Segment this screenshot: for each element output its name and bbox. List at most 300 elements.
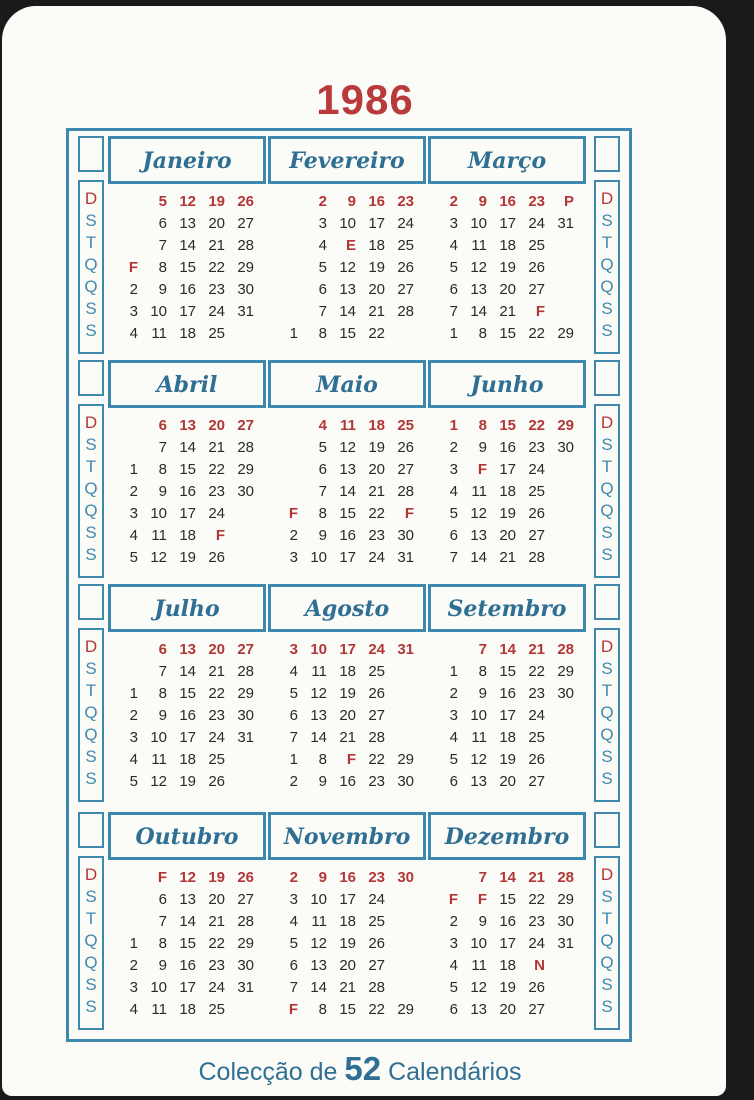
month-days — [268, 405, 426, 585]
day-cell: 18 — [179, 1001, 196, 1018]
day-cell: 16 — [368, 193, 385, 210]
day-cell: 17 — [339, 549, 356, 566]
weekday-column-right — [594, 628, 620, 802]
day-cell: 11 — [340, 417, 356, 434]
day-cell: F — [346, 751, 356, 768]
day-cell: 12 — [150, 773, 167, 790]
day-cell: 5 — [318, 439, 327, 456]
day-cell: 6 — [449, 527, 458, 544]
day-cell: 16 — [179, 957, 196, 974]
weekday-letter: S — [85, 321, 97, 340]
day-cell: 3 — [449, 935, 458, 952]
day-cell: 16 — [499, 439, 516, 456]
weekday-letter: Q — [600, 725, 614, 744]
day-cell: 18 — [368, 417, 385, 434]
weekday-letter: Q — [84, 501, 98, 520]
day-cell: 21 — [499, 549, 516, 566]
day-cell: 22 — [368, 751, 385, 768]
day-cell: 28 — [557, 869, 574, 886]
day-cell: 10 — [310, 641, 327, 658]
day-cell: 27 — [237, 891, 254, 908]
day-cell: 4 — [318, 237, 327, 254]
day-cell: 20 — [499, 281, 516, 298]
day-cell: 11 — [311, 913, 327, 930]
weekday-letter: S — [601, 321, 613, 340]
day-cell: 4 — [129, 325, 138, 342]
day-cell: 27 — [397, 461, 414, 478]
day-cell: 8 — [318, 1001, 327, 1018]
day-cell: 5 — [449, 505, 458, 522]
day-cell: 28 — [397, 483, 414, 500]
day-cell: 29 — [557, 663, 574, 680]
day-cell: 18 — [368, 237, 385, 254]
day-cell: 29 — [557, 325, 574, 342]
weekday-letter: S — [601, 435, 613, 454]
day-cell: 27 — [528, 281, 545, 298]
day-cell: 14 — [470, 303, 487, 320]
day-cell: 21 — [208, 663, 225, 680]
day-cell: 29 — [237, 685, 254, 702]
day-cell: 23 — [208, 281, 225, 298]
weekday-letter: S — [85, 769, 97, 788]
weekday-letter: S — [85, 747, 97, 766]
day-cell: 28 — [237, 439, 254, 456]
day-cell: 24 — [208, 729, 225, 746]
day-cell: 13 — [179, 641, 196, 658]
weekday-letter: D — [84, 189, 98, 208]
month-outubro — [108, 812, 266, 1034]
day-cell: F — [535, 303, 545, 320]
day-cell: 6 — [158, 641, 167, 658]
day-cell: 10 — [310, 549, 327, 566]
day-cell: 17 — [179, 979, 196, 996]
day-cell: 3 — [449, 707, 458, 724]
day-cell: 8 — [478, 325, 487, 342]
day-cell: 23 — [528, 193, 545, 210]
day-cell: 7 — [478, 869, 487, 886]
day-cell: 25 — [208, 751, 225, 768]
day-cell: 21 — [528, 869, 545, 886]
day-cell: 17 — [179, 303, 196, 320]
day-cell: 4 — [449, 729, 458, 746]
day-cell: F — [288, 505, 298, 522]
day-cell: 23 — [528, 685, 545, 702]
day-cell: 22 — [208, 461, 225, 478]
day-cell: 10 — [150, 979, 167, 996]
day-cell: 18 — [179, 527, 196, 544]
day-cell: 28 — [397, 303, 414, 320]
day-cell: 29 — [557, 891, 574, 908]
weekday-letter: Q — [600, 953, 614, 972]
day-cell: 29 — [237, 259, 254, 276]
day-cell: 28 — [237, 913, 254, 930]
day-cell: 14 — [310, 979, 327, 996]
day-cell: 15 — [179, 259, 196, 276]
month-days — [428, 405, 586, 585]
weekday-letter: S — [601, 747, 613, 766]
weekday-letter: S — [85, 659, 97, 678]
footer-number: 52 — [344, 1050, 382, 1087]
weekday-letter: Q — [84, 479, 98, 498]
day-cell: 12 — [179, 869, 196, 886]
day-cell: 20 — [339, 707, 356, 724]
day-cell: 2 — [449, 439, 458, 456]
weekday-letter: Q — [84, 931, 98, 950]
day-cell: 14 — [339, 483, 356, 500]
day-cell: 26 — [397, 259, 414, 276]
weekday-letter: S — [601, 659, 613, 678]
day-cell: 13 — [470, 773, 487, 790]
day-cell: 24 — [368, 641, 385, 658]
day-cell: 6 — [289, 957, 298, 974]
day-cell: 18 — [339, 913, 356, 930]
day-cell: 16 — [499, 913, 516, 930]
day-cell: 4 — [289, 913, 298, 930]
day-cell: 4 — [129, 1001, 138, 1018]
day-cell: 23 — [368, 773, 385, 790]
day-cell: 26 — [237, 193, 254, 210]
day-cell: 9 — [318, 869, 327, 886]
day-cell: 14 — [339, 303, 356, 320]
day-cell: 7 — [449, 549, 458, 566]
day-cell: 19 — [499, 979, 516, 996]
day-cell: 11 — [311, 663, 327, 680]
day-cell: 24 — [528, 215, 545, 232]
day-cell: 3 — [129, 303, 138, 320]
month-name: Maio — [316, 372, 378, 398]
day-cell: 7 — [158, 439, 167, 456]
day-cell: 1 — [129, 461, 138, 478]
day-cell: 10 — [470, 215, 487, 232]
month-name: Setembro — [447, 596, 567, 622]
day-cell: 2 — [449, 913, 458, 930]
day-cell: F — [448, 891, 458, 908]
day-cell: 31 — [557, 935, 574, 952]
day-cell: 3 — [289, 891, 298, 908]
day-cell: 28 — [368, 729, 385, 746]
month-abril — [108, 360, 266, 582]
weekday-letter: S — [601, 545, 613, 564]
day-cell: 5 — [449, 751, 458, 768]
day-cell: 5 — [449, 979, 458, 996]
month-agosto — [268, 584, 426, 806]
day-cell: 14 — [179, 439, 196, 456]
day-cell: 26 — [368, 685, 385, 702]
day-cell: 7 — [289, 979, 298, 996]
weekday-letter: D — [84, 865, 98, 884]
day-cell: 6 — [158, 215, 167, 232]
day-cell: 25 — [208, 1001, 225, 1018]
day-cell: 13 — [310, 957, 327, 974]
day-cell: 6 — [449, 281, 458, 298]
day-cell: 16 — [179, 281, 196, 298]
day-cell: 19 — [339, 685, 356, 702]
day-cell: 6 — [158, 891, 167, 908]
day-cell: 19 — [208, 869, 225, 886]
month-setembro — [428, 584, 586, 806]
weekday-letter: S — [601, 975, 613, 994]
day-cell: F — [128, 259, 138, 276]
day-cell: 15 — [179, 461, 196, 478]
day-cell: 2 — [289, 527, 298, 544]
day-cell: 13 — [179, 891, 196, 908]
day-cell: 7 — [478, 641, 487, 658]
day-cell: 15 — [499, 325, 516, 342]
day-cell: 7 — [158, 237, 167, 254]
day-cell: 4 — [449, 237, 458, 254]
day-cell: 14 — [179, 663, 196, 680]
day-cell: 23 — [528, 439, 545, 456]
day-cell: 10 — [150, 729, 167, 746]
day-cell: 2 — [129, 957, 138, 974]
weekday-letter: S — [85, 545, 97, 564]
day-cell: 18 — [499, 237, 516, 254]
day-cell: 24 — [208, 979, 225, 996]
day-cell: 3 — [129, 729, 138, 746]
day-cell: 30 — [397, 773, 414, 790]
day-cell: 25 — [368, 663, 385, 680]
day-cell: 13 — [339, 461, 356, 478]
weekday-letter: S — [85, 211, 97, 230]
day-cell: 8 — [158, 935, 167, 952]
weekday-letter: S — [601, 211, 613, 230]
day-cell: 17 — [499, 215, 516, 232]
day-cell: 4 — [449, 483, 458, 500]
day-cell: 2 — [129, 281, 138, 298]
day-cell: 15 — [339, 505, 356, 522]
day-cell: 20 — [499, 527, 516, 544]
day-cell: 26 — [528, 505, 545, 522]
weekday-letter: T — [85, 681, 97, 700]
day-cell: 26 — [208, 773, 225, 790]
day-cell: 15 — [339, 1001, 356, 1018]
month-days — [108, 857, 266, 1037]
day-cell: 18 — [499, 483, 516, 500]
weekday-letter: S — [85, 523, 97, 542]
day-cell: 27 — [397, 281, 414, 298]
day-cell: 14 — [179, 913, 196, 930]
day-cell: 21 — [208, 913, 225, 930]
day-cell: 22 — [368, 325, 385, 342]
day-cell: 13 — [339, 281, 356, 298]
day-cell: 3 — [449, 461, 458, 478]
day-cell: 29 — [557, 417, 574, 434]
weekday-letter: S — [601, 887, 613, 906]
month-days — [428, 857, 586, 1037]
day-cell: 21 — [208, 439, 225, 456]
day-cell: 1 — [449, 325, 458, 342]
day-cell: 17 — [499, 935, 516, 952]
day-cell: 22 — [528, 325, 545, 342]
day-cell: 17 — [339, 641, 356, 658]
side-tab — [594, 812, 620, 848]
day-cell: 23 — [368, 527, 385, 544]
day-cell: 8 — [318, 325, 327, 342]
day-cell: 21 — [339, 979, 356, 996]
weekday-letter: T — [85, 909, 97, 928]
month-maio — [268, 360, 426, 582]
weekday-letter: Q — [84, 255, 98, 274]
day-cell: 31 — [237, 979, 254, 996]
weekday-letter: D — [600, 413, 614, 432]
day-cell: 28 — [528, 549, 545, 566]
weekday-column-left — [78, 404, 104, 578]
day-cell: 8 — [478, 417, 487, 434]
day-cell: 5 — [318, 259, 327, 276]
day-cell: 21 — [368, 303, 385, 320]
day-cell: 13 — [310, 707, 327, 724]
day-cell: 23 — [208, 483, 225, 500]
day-cell: 23 — [208, 707, 225, 724]
day-cell: 19 — [368, 259, 385, 276]
day-cell: 1 — [289, 325, 298, 342]
day-cell: 12 — [150, 549, 167, 566]
day-cell: 9 — [318, 527, 327, 544]
day-cell: E — [345, 237, 356, 254]
side-tab — [78, 360, 104, 396]
day-cell: 22 — [528, 663, 545, 680]
weekday-letter: Q — [600, 277, 614, 296]
day-cell: 20 — [208, 891, 225, 908]
day-cell: 28 — [368, 979, 385, 996]
month-novembro — [268, 812, 426, 1034]
day-cell: 24 — [528, 707, 545, 724]
weekday-letter: Q — [84, 703, 98, 722]
month-name: Julho — [154, 596, 220, 622]
weekday-letter: S — [601, 769, 613, 788]
day-cell: 23 — [208, 957, 225, 974]
weekday-letter: D — [600, 637, 614, 656]
day-cell: 28 — [557, 641, 574, 658]
weekday-letter: T — [601, 233, 613, 252]
day-cell: 6 — [449, 1001, 458, 1018]
day-cell: 23 — [528, 913, 545, 930]
day-cell: 14 — [499, 869, 516, 886]
day-cell: 27 — [368, 707, 385, 724]
day-cell: 30 — [237, 483, 254, 500]
day-cell: 25 — [528, 483, 545, 500]
day-cell: 28 — [237, 237, 254, 254]
side-tab — [78, 136, 104, 172]
day-cell: 30 — [397, 869, 414, 886]
day-cell: F — [215, 527, 225, 544]
month-name: Outubro — [135, 824, 239, 850]
day-cell: 17 — [499, 707, 516, 724]
day-cell: 12 — [470, 259, 487, 276]
day-cell: 12 — [470, 979, 487, 996]
day-cell: 27 — [237, 641, 254, 658]
day-cell: 2 — [129, 707, 138, 724]
day-cell: 18 — [499, 957, 516, 974]
month-name: Março — [467, 148, 547, 174]
day-cell: 16 — [499, 685, 516, 702]
day-cell: 11 — [471, 729, 487, 746]
day-cell: 24 — [528, 935, 545, 952]
month-days — [428, 181, 586, 361]
day-cell: 24 — [208, 505, 225, 522]
day-cell: 10 — [150, 303, 167, 320]
day-cell: 7 — [318, 303, 327, 320]
day-cell: 13 — [470, 527, 487, 544]
weekday-column-right — [594, 404, 620, 578]
day-cell: 5 — [129, 773, 138, 790]
day-cell: 10 — [339, 215, 356, 232]
month-janeiro — [108, 136, 266, 358]
day-cell: 29 — [237, 461, 254, 478]
day-cell: 12 — [470, 751, 487, 768]
day-cell: 2 — [449, 685, 458, 702]
day-cell: 27 — [237, 417, 254, 434]
day-cell: 4 — [449, 957, 458, 974]
day-cell: 25 — [397, 237, 414, 254]
day-cell: 19 — [499, 751, 516, 768]
day-cell: 16 — [179, 483, 196, 500]
weekday-letter: S — [85, 887, 97, 906]
weekday-letter: S — [85, 997, 97, 1016]
day-cell: 15 — [499, 663, 516, 680]
day-cell: 17 — [179, 505, 196, 522]
weekday-letter: Q — [84, 725, 98, 744]
day-cell: 14 — [470, 549, 487, 566]
day-cell: F — [477, 461, 487, 478]
day-cell: 10 — [310, 891, 327, 908]
day-cell: F — [157, 869, 167, 886]
day-cell: F — [288, 1001, 298, 1018]
weekday-letter: Q — [600, 479, 614, 498]
weekday-letter: Q — [600, 931, 614, 950]
day-cell: 26 — [528, 751, 545, 768]
day-cell: 14 — [179, 237, 196, 254]
day-cell: 11 — [151, 527, 167, 544]
day-cell: 14 — [310, 729, 327, 746]
day-cell: 6 — [449, 773, 458, 790]
day-cell: 10 — [470, 707, 487, 724]
day-cell: 27 — [237, 215, 254, 232]
day-cell: 19 — [368, 439, 385, 456]
day-cell: 1 — [449, 417, 458, 434]
day-cell: 26 — [368, 935, 385, 952]
day-cell: 4 — [318, 417, 327, 434]
day-cell: 20 — [208, 641, 225, 658]
day-cell: 6 — [318, 281, 327, 298]
month-name: Abril — [156, 372, 218, 398]
weekday-letter: Q — [84, 277, 98, 296]
day-cell: 13 — [179, 417, 196, 434]
day-cell: 16 — [339, 869, 356, 886]
day-cell: 9 — [478, 913, 487, 930]
day-cell: 30 — [557, 685, 574, 702]
month-name: Dezembro — [444, 824, 570, 850]
day-cell: 1 — [449, 663, 458, 680]
day-cell: 11 — [471, 237, 487, 254]
day-cell: 5 — [289, 685, 298, 702]
day-cell: 20 — [208, 215, 225, 232]
day-cell: 30 — [237, 281, 254, 298]
day-cell: 25 — [397, 417, 414, 434]
day-cell: 22 — [368, 505, 385, 522]
day-cell: 7 — [318, 483, 327, 500]
day-cell: 16 — [179, 707, 196, 724]
day-cell: 9 — [158, 483, 167, 500]
day-cell: 13 — [470, 281, 487, 298]
weekday-letter: D — [600, 865, 614, 884]
month-julho — [108, 584, 266, 806]
weekday-letter: T — [601, 681, 613, 700]
day-cell: 3 — [289, 549, 298, 566]
day-cell: 31 — [397, 549, 414, 566]
day-cell: 31 — [237, 303, 254, 320]
day-cell: 2 — [129, 483, 138, 500]
